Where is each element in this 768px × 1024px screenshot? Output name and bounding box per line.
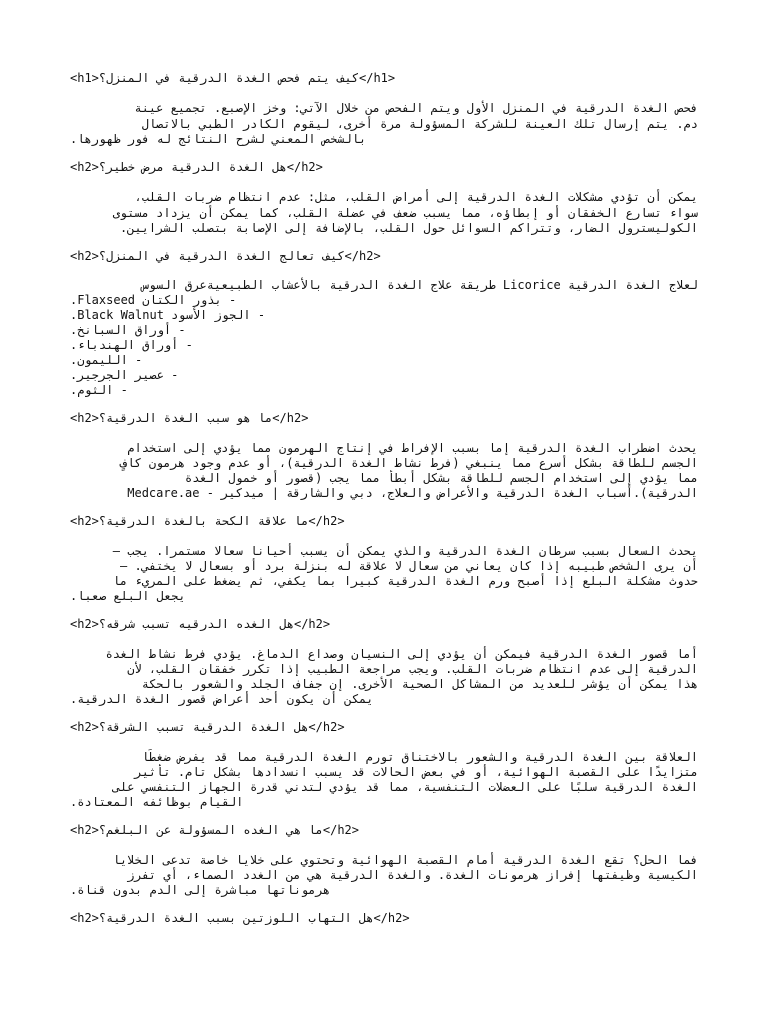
paragraph-line: يمكن أن تؤدي مشكلات الغدة الدرقية إلى أمراض القلب، مثل: عدم انتظام ضربات القلب، bbox=[134, 190, 698, 204]
list-item: - بذور الكتان Flaxseed. bbox=[70, 293, 237, 307]
heading-2: <h2>هل التهاب اللوزتين بسبب الغدة الدرقية؟</h2> bbox=[70, 911, 410, 925]
paragraph-line: الغدة الدرقية سلبًا على العضلات التنفسية، مما قد يؤدي لتدني قدرة الجهاز التنفسي على bbox=[112, 780, 698, 794]
heading-1: <h1>كيف يتم فحص الغدة الدرقية في المنزل؟</h1> bbox=[70, 71, 396, 85]
paragraph-line: الكوليسترول الضار، وتتراكم السوائل حول القلب، بالإضافة إلى الإصابة بتصلب الشرايين. bbox=[120, 221, 698, 235]
paragraph-line: حدوث مشكلة البلع إذا أصبح ورم الغدة الدرقية كبيرا بما يكفي، ثم يضغط على المريء ما bbox=[112, 574, 698, 588]
paragraph-line: بالشخص المعني لشرح النتائج له فور ظهورها. bbox=[70, 132, 367, 146]
list-item: - الجوز الأسود Black Walnut. bbox=[70, 308, 266, 322]
paragraph-line: الدرقية إلى عدم انتظام ضربات القلب. ويجب مراجعة الطبيب إذا تكرر خفقان القلب، لأن bbox=[127, 662, 698, 676]
paragraph-line: يجعل البلع صعبا. bbox=[70, 589, 186, 603]
paragraph-line: أما قصور الغدة الدرقية فيمكن أن يؤدي إلى النسيان وصداع الدماغ. يؤدي فرط نشاط الغدة bbox=[105, 647, 698, 661]
paragraph-line: الدرقية).أسباب الغدة الدرقية والأعراض والعلاج، دبي والشارقة | ميدكير - Medcare.ae bbox=[127, 486, 698, 500]
heading-2: <h2>هل الغدة الدرقية مرض خطير؟</h2> bbox=[70, 160, 323, 174]
heading-2: <h2>ما هو سبب الغدة الدرقية؟</h2> bbox=[70, 411, 309, 425]
paragraph-line: الكيسية وظيفتها إفراز هرمونات الغدة. والغدة الدرقية هي من الغدد الصماء، أي تفرز bbox=[127, 868, 698, 882]
list-item: - أوراق الهندباء. bbox=[70, 338, 193, 352]
paragraph-line: مما يؤدي إلى استخدام الجسم للطاقة بشكل أبطأ مما يجب (قصور أو خمول الغدة bbox=[185, 471, 698, 485]
list-item: - عصير الجرجير. bbox=[70, 368, 179, 382]
paragraph-line: الجسم للطاقة بشكل أسرع مما ينبغي (فرط نشاط الغدة الدرقية)، أو عدم وجود هرمون كافٍ bbox=[120, 456, 698, 470]
paragraph-line: يحدث اضطراب الغدة الدرقية إما بسبب الإفراط في إنتاج الهرمون مما يؤدي إلى استخدام bbox=[127, 441, 698, 455]
heading-2: <h2>هل الغده الدرقيه تسبب شرقه؟</h2> bbox=[70, 617, 331, 631]
paragraph-line: فما الحل؟ تقع الغدة الدرقية أمام القصبة الهوائية وتحتوي على خلايا خاصة تدعى الخلايا bbox=[112, 853, 698, 867]
paragraph-line: سواء تسارع الخفقان أو إبطاؤه، مما يسبب ضعف في عضلة القلب، كما يمكن أن يزداد مستوى bbox=[112, 206, 698, 220]
paragraph-line: فحص الغدة الدرقية في المنزل الأول ويتم الفحص من خلال الآتي: وخز الإصبع. تجميع عينة bbox=[134, 101, 698, 115]
paragraph-line: هرموناتها مباشرة إلى الدم بدون قناة. bbox=[70, 883, 331, 897]
paragraph-line: العلاقة بين الغدة الدرقية والشعور بالاختناق تورم الغدة الدرقية مما قد يفرض ضغطًا bbox=[141, 750, 698, 764]
heading-2: <h2>ما علاقة الكحة بالغدة الدرقية؟</h2> bbox=[70, 514, 345, 528]
heading-2: <h2>كيف تعالج الغدة الدرقية في المنزل؟</h2> bbox=[70, 249, 381, 263]
paragraph-line: القيام بوظائفه المعتادة. bbox=[70, 795, 244, 809]
paragraph-line: أن يرى الشخص طبيبه إذا كان يعاني من سعال لا علاقة له بنزلة برد أو بسعال لا يختفي. – bbox=[120, 559, 698, 573]
paragraph-line: دم. يتم إرسال تلك العينة للشركة المسؤولة مرة أخرى، ليقوم الكادر الطبي بالاتصال bbox=[141, 117, 698, 131]
paragraph-line: يحدث السعال بسبب سرطان الغدة الدرقية والذي يمكن أن يسبب أحيانا سعالا مستمرا. يجب – bbox=[112, 544, 698, 558]
paragraph-line: لعلاج الغدة الدرقية Licorice طريقة علاج الغدة الدرقية بالأعشاب الطبيعيةعرق السوس bbox=[141, 278, 698, 292]
list-item: - الثوم. bbox=[70, 383, 128, 397]
paragraph-line: هذا يمكن أن يؤشر للعديد من المشاكل الصحية الأخرى. إن جفاف الجلد والشعور بالحكة bbox=[141, 677, 698, 691]
heading-2: <h2>ما هي الغده المسؤولة عن البلغم؟</h2> bbox=[70, 823, 359, 837]
paragraph-line: يمكن أن يكون أحد أعراض قصور الغدة الدرقية. bbox=[70, 692, 374, 706]
paragraph-line: متزايدًا على القصبة الهوائية، أو في بعض الحالات قد يسبب انسدادها بشكل تام. تأثير bbox=[134, 765, 698, 779]
list-item: - أوراق السبانخ. bbox=[70, 323, 186, 337]
list-item: - الليمون. bbox=[70, 353, 143, 367]
heading-2: <h2>هل الغدة الدرقية تسبب الشرقة؟</h2> bbox=[70, 720, 345, 734]
